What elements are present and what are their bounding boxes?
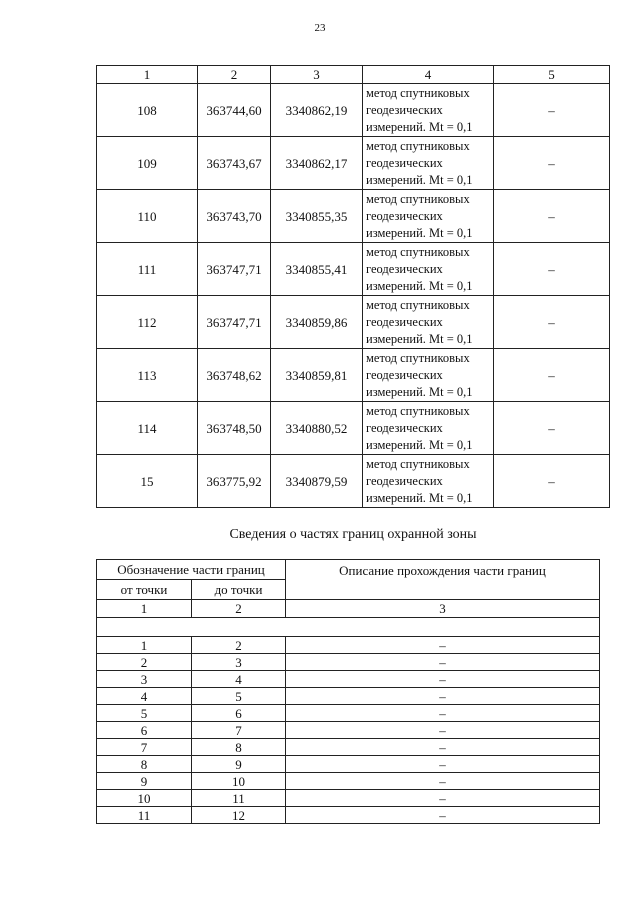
coordinate-y: 3340879,59: [271, 455, 363, 508]
description-dash: –: [286, 654, 600, 671]
table-row: [97, 137, 610, 190]
method-line: геодезических: [366, 420, 443, 435]
to-point: 5: [192, 688, 286, 705]
point-number: 110: [97, 190, 198, 243]
method-line: геодезических: [366, 314, 443, 329]
note-dash: –: [494, 455, 610, 508]
table-row: [97, 756, 600, 773]
header-to-point: до точки: [192, 580, 286, 600]
method-description: [363, 243, 494, 296]
method-description: [363, 190, 494, 243]
from-point: 4: [97, 688, 192, 705]
method-line: геодезических: [366, 473, 443, 488]
table-row: [97, 705, 600, 722]
header-from-point: от точки: [97, 580, 192, 600]
section-title: Сведения о частях границ охранной зоны: [229, 527, 477, 542]
method-line: измерений. Mt = 0,1: [366, 490, 473, 505]
note-dash: –: [494, 402, 610, 455]
method-line: измерений. Mt = 0,1: [366, 172, 473, 187]
from-point: 5: [97, 705, 192, 722]
header-description: Описание прохождения части границ: [286, 560, 600, 600]
column-number: 2: [198, 66, 271, 84]
to-point: 2: [192, 637, 286, 654]
to-point: 6: [192, 705, 286, 722]
column-number: 3: [286, 600, 600, 618]
method-line: геодезических: [366, 261, 443, 276]
coordinate-x: 363748,62: [198, 349, 271, 402]
method-line: измерений. Mt = 0,1: [366, 384, 473, 399]
method-line: метод спутниковых: [366, 403, 470, 418]
note-dash: –: [494, 84, 610, 137]
table-row: [97, 455, 610, 508]
method-description: [363, 402, 494, 455]
from-point: 8: [97, 756, 192, 773]
method-line: метод спутниковых: [366, 456, 470, 471]
method-line: метод спутниковых: [366, 350, 470, 365]
note-dash: –: [494, 137, 610, 190]
table-row: [97, 84, 610, 137]
table-header-row: [97, 560, 600, 580]
point-number: 15: [97, 455, 198, 508]
method-line: метод спутниковых: [366, 85, 470, 100]
coordinate-x: 363775,92: [198, 455, 271, 508]
table-row: [97, 654, 600, 671]
coordinate-y: 3340855,41: [271, 243, 363, 296]
column-number: 1: [97, 66, 198, 84]
coordinate-x: 363747,71: [198, 243, 271, 296]
header-group-label: Обозначение части границ: [97, 560, 286, 580]
from-point: 3: [97, 671, 192, 688]
coordinate-y: 3340862,19: [271, 84, 363, 137]
note-dash: –: [494, 190, 610, 243]
to-point: 9: [192, 756, 286, 773]
point-number: 111: [97, 243, 198, 296]
note-dash: –: [494, 243, 610, 296]
method-line: геодезических: [366, 102, 443, 117]
method-line: метод спутниковых: [366, 191, 470, 206]
coordinate-y: 3340859,81: [271, 349, 363, 402]
method-description: [363, 455, 494, 508]
table-row: [97, 773, 600, 790]
method-line: измерений. Mt = 0,1: [366, 119, 473, 134]
point-number: 109: [97, 137, 198, 190]
method-description: [363, 296, 494, 349]
table-row: [97, 637, 600, 654]
table-row: [97, 739, 600, 756]
to-point: 10: [192, 773, 286, 790]
from-point: 2: [97, 654, 192, 671]
method-line: метод спутниковых: [366, 244, 470, 259]
column-number: 1: [97, 600, 192, 618]
table-row: [97, 722, 600, 739]
method-line: измерений. Mt = 0,1: [366, 437, 473, 452]
coordinate-y: 3340859,86: [271, 296, 363, 349]
table-row: [97, 402, 610, 455]
table-row: [97, 790, 600, 807]
from-point: 7: [97, 739, 192, 756]
table-header-row: [97, 66, 610, 84]
method-line: измерений. Mt = 0,1: [366, 278, 473, 293]
to-point: 3: [192, 654, 286, 671]
description-dash: –: [286, 671, 600, 688]
to-point: 4: [192, 671, 286, 688]
coordinate-x: 363748,50: [198, 402, 271, 455]
point-number: 112: [97, 296, 198, 349]
from-point: 11: [97, 807, 192, 824]
note-dash: –: [494, 296, 610, 349]
method-line: метод спутниковых: [366, 297, 470, 312]
from-point: 9: [97, 773, 192, 790]
to-point: 11: [192, 790, 286, 807]
table-row: [97, 807, 600, 824]
column-number: 3: [271, 66, 363, 84]
method-line: измерений. Mt = 0,1: [366, 225, 473, 240]
to-point: 7: [192, 722, 286, 739]
description-dash: –: [286, 807, 600, 824]
blank-row: [97, 618, 600, 637]
note-dash: –: [494, 349, 610, 402]
description-dash: –: [286, 705, 600, 722]
to-point: 12: [192, 807, 286, 824]
description-dash: –: [286, 773, 600, 790]
method-description: [363, 349, 494, 402]
description-dash: –: [286, 790, 600, 807]
from-point: 1: [97, 637, 192, 654]
coordinate-x: 363743,67: [198, 137, 271, 190]
method-description: [363, 84, 494, 137]
column-numbers-row: [97, 600, 600, 618]
table-row: [97, 671, 600, 688]
description-dash: –: [286, 637, 600, 654]
boundary-parts-table: [96, 559, 600, 824]
table-row: [97, 243, 610, 296]
table-row: [97, 296, 610, 349]
table-row: [97, 190, 610, 243]
description-dash: –: [286, 722, 600, 739]
description-dash: –: [286, 688, 600, 705]
coordinate-x: 363747,71: [198, 296, 271, 349]
table-row: [97, 349, 610, 402]
coordinate-x: 363744,60: [198, 84, 271, 137]
to-point: 8: [192, 739, 286, 756]
from-point: 6: [97, 722, 192, 739]
column-number: 5: [494, 66, 610, 84]
from-point: 10: [97, 790, 192, 807]
method-line: метод спутниковых: [366, 138, 470, 153]
coordinate-y: 3340855,35: [271, 190, 363, 243]
blank-cell: [97, 618, 600, 637]
table-row: [97, 688, 600, 705]
coordinates-table: [96, 65, 610, 508]
point-number: 114: [97, 402, 198, 455]
description-dash: –: [286, 739, 600, 756]
method-line: геодезических: [366, 367, 443, 382]
method-line: измерений. Mt = 0,1: [366, 331, 473, 346]
coordinate-y: 3340880,52: [271, 402, 363, 455]
method-line: геодезических: [366, 155, 443, 170]
coordinate-x: 363743,70: [198, 190, 271, 243]
column-number: 2: [192, 600, 286, 618]
method-description: [363, 137, 494, 190]
description-dash: –: [286, 756, 600, 773]
point-number: 108: [97, 84, 198, 137]
column-number: 4: [363, 66, 494, 84]
method-line: геодезических: [366, 208, 443, 223]
coordinate-y: 3340862,17: [271, 137, 363, 190]
page-number: 23: [314, 22, 326, 34]
point-number: 113: [97, 349, 198, 402]
